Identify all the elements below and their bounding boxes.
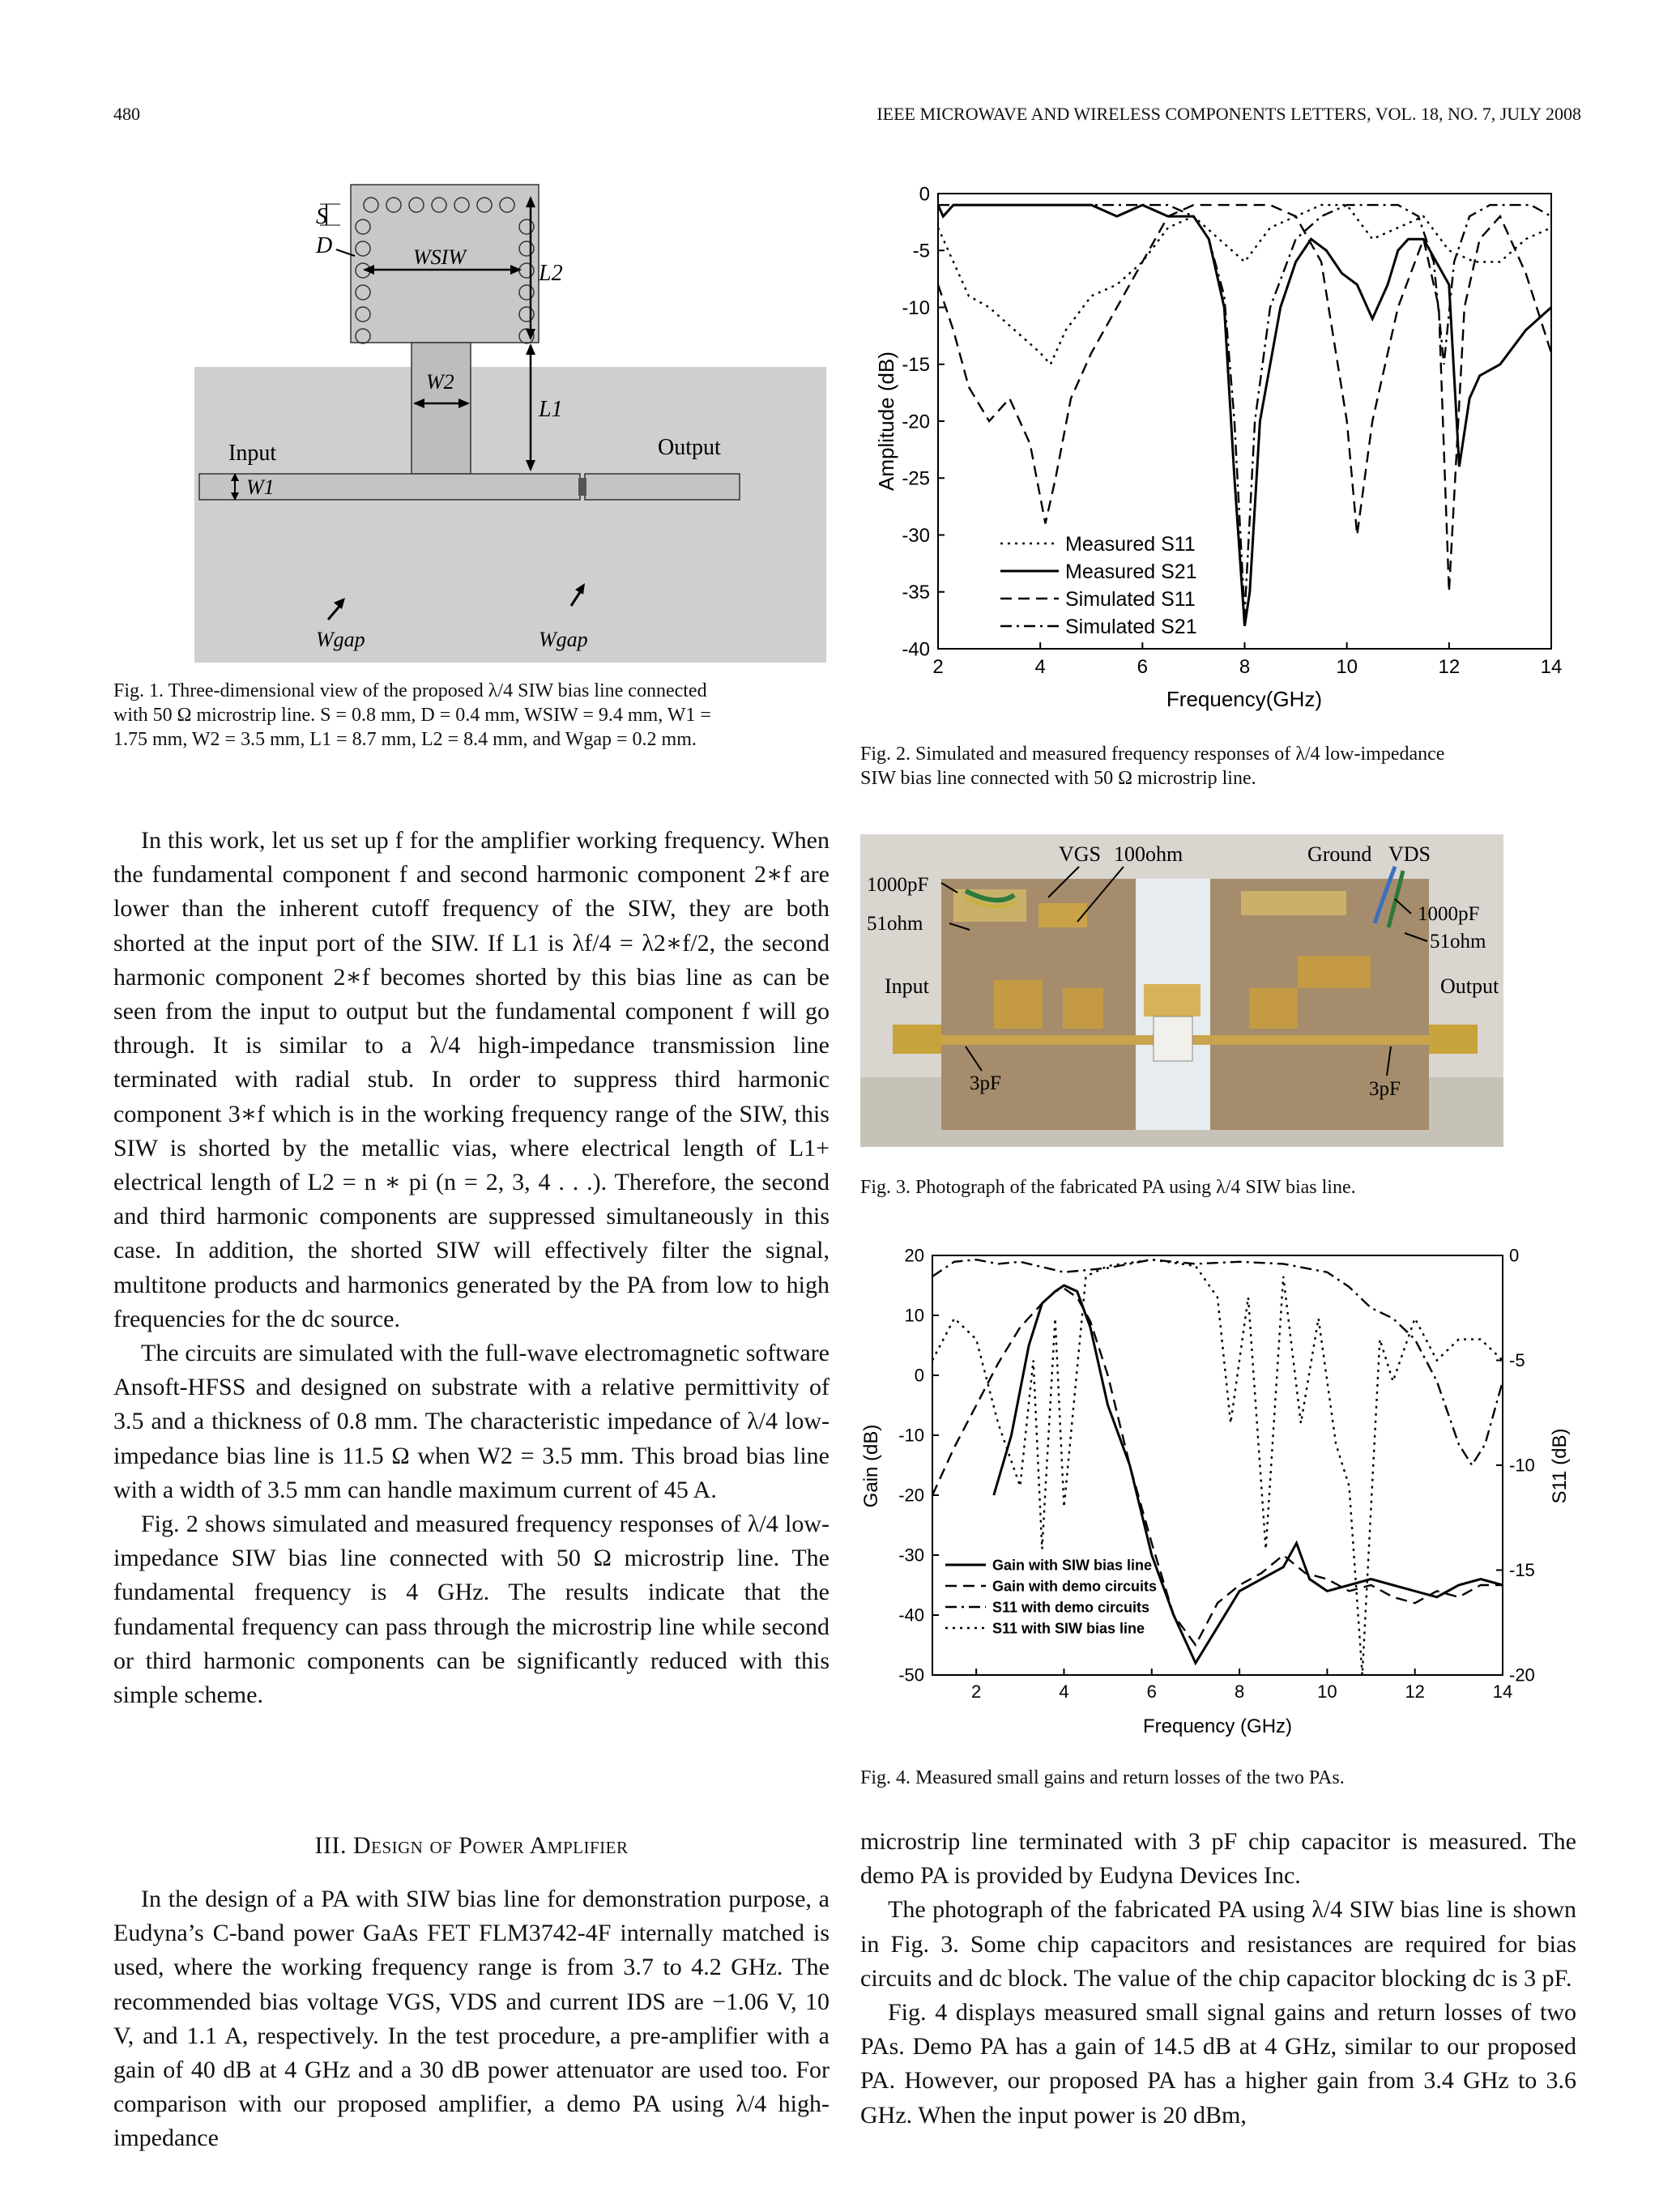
y-tick-label: -50 [898, 1664, 924, 1686]
fig1-caption [113, 679, 828, 752]
fig3-label-output: Output [1440, 974, 1499, 998]
y2-tick-label: -15 [1509, 1560, 1535, 1581]
fig1-label-wsiw: WSIW [413, 245, 466, 269]
right-column [860, 1825, 1576, 2133]
fig3-label-1000pf-right: 1000pF [1418, 903, 1480, 925]
w2-line [412, 343, 471, 474]
x-tick-label: 2 [971, 1681, 982, 1702]
fig4-ylabel: Gain (dB) [860, 1424, 882, 1508]
output-microstrip [585, 474, 740, 500]
x-tick-label: 4 [1059, 1681, 1069, 1702]
y-tick-label: -25 [902, 467, 930, 490]
x-tick-label: 12 [1438, 656, 1461, 678]
fig2-caption-line-1: Fig. 2. Simulated and measured frequency responses of λ/4 low-impedance [860, 744, 1445, 765]
fig1-label-wgap1: Wgap [316, 628, 365, 651]
y-tick-label: -20 [902, 411, 930, 433]
fig4-y2label: S11 (dB) [1549, 1428, 1571, 1504]
right-paragraph-1: microstrip line terminated with 3 pF chip capacitor is measured. The demo PA is provided by Eudyna Devices Inc. [860, 1828, 1576, 1890]
x-tick-label: 2 [932, 656, 944, 678]
y-tick-label: 10 [904, 1305, 924, 1326]
y-tick-label: -40 [902, 638, 930, 661]
input-sma [893, 1025, 941, 1054]
fig1-caption-line-3: 1.75 mm, W2 = 3.5 mm, L1 = 8.7 mm, L2 = 8.4 mm, and Wgap = 0.2 mm. [113, 729, 697, 750]
left-paragraph-2: The circuits are simulated with the full-wave electromagnetic software Ansoft-HFSS and designed on substrate with a relative permittivity of 3.5 and a thickness of 0.8 mm. The characteristic impedance of λ/4 low-impedance bias line is 11.5 Ω when W2 = 3.5 mm. This broad bias line with a width of 3.5 mm can handle maximum current of 45 A. [113, 1340, 830, 1503]
y-tick-label: -15 [902, 354, 930, 377]
fig3-label-3pf-right: 3pF [1369, 1078, 1401, 1100]
x-tick-label: 12 [1405, 1681, 1425, 1702]
fig1-diagram [194, 185, 826, 663]
fig4-caption: Fig. 4. Measured small gains and return losses of the two PAs. [860, 1767, 1345, 1788]
fig1-label-w1: W1 [246, 475, 275, 499]
fig2-chart [855, 183, 1563, 719]
fig3-label-51ohm-right: 51ohm [1430, 931, 1486, 953]
legend-entry: Simulated S11 [1065, 587, 1196, 611]
legend-entry: Measured S21 [1065, 560, 1197, 583]
fig1-label-d: D [316, 233, 333, 258]
left-column [113, 824, 830, 1712]
legend-entry: Simulated S21 [1065, 615, 1197, 638]
fig3-label-vds: VDS [1388, 842, 1431, 866]
gap-capacitor [578, 478, 586, 496]
y-tick-label: -30 [902, 524, 930, 547]
fig3-label-51ohm-left: 51ohm [867, 913, 923, 935]
fig3-label-100ohm: 100ohm [1114, 842, 1183, 866]
x-tick-label: 6 [1137, 656, 1149, 678]
section-title: III. Design of Power Amplifier [314, 1832, 629, 1859]
substrate-ground [194, 367, 826, 663]
y2-tick-label: -20 [1509, 1664, 1535, 1686]
fig2-plot-frame [938, 194, 1551, 649]
page-number: 480 [113, 104, 140, 124]
fig3-label-input: Input [885, 974, 929, 998]
fig1-caption-line-1: Fig. 1. Three-dimensional view of the proposed λ/4 SIW bias line connected [113, 680, 707, 701]
fig3-photo [860, 834, 1503, 1147]
fig2-caption-line-2: SIW bias line connected with 50 Ω microstrip line. [860, 768, 1256, 789]
fig1-caption-line-2: with 50 Ω microstrip line. S = 0.8 mm, D = 0.4 mm, WSIW = 9.4 mm, W1 = [113, 705, 711, 726]
y2-tick-label: -5 [1509, 1350, 1525, 1371]
x-tick-label: 8 [1234, 1681, 1245, 1702]
legend-entry: S11 with demo circuits [992, 1599, 1150, 1616]
left-column-2 [113, 1882, 830, 2156]
y-tick-label: 0 [914, 1365, 924, 1386]
fet-device [1154, 1016, 1192, 1061]
x-tick-label: 10 [1317, 1681, 1337, 1702]
y-tick-label: 20 [904, 1245, 924, 1266]
journal-header: IEEE MICROWAVE AND WIRELESS COMPONENTS LETTERS, VOL. 18, NO. 7, JULY 2008 [876, 104, 1581, 124]
y-tick-label: -30 [898, 1545, 924, 1566]
fig1-label-s: S [316, 204, 327, 229]
fig1-label-output: Output [658, 435, 721, 460]
y-tick-label: -35 [902, 582, 930, 604]
left-paragraph-1: In this work, let us set up f for the amplifier working frequency. When the fundamental component f and second harmonic component 2∗f are lower than the inherent cutoff frequency of the SIW, they are both shorted at the input port of the SIW. If L1 is λf/4 = λ2∗f/2, the second harmonic component 2∗f becomes shorted by this bias line as can be seen from the input to output but the fundamental component f will go through. It is similar to a λ/4 high-impedance transmission line terminated with radial stub. In order to suppress third harmonic component 3∗f which is in the working frequency range of the SIW, this SIW is shorted by the metallic vias, where electrical length of L1+ electrical length of L2 = n ∗ pi (n = 2, 3, 4 . . .). Therefore, the second and third harmonic components are suppressed simultaneously in this case. In addition, the shorted SIW will effectively filter the signal, multitone products and harmonics generated by the PA from low to high frequencies for the dc source. [113, 827, 830, 1332]
x-tick-label: 4 [1034, 656, 1046, 678]
legend-entry: S11 with SIW bias line [992, 1620, 1145, 1637]
fig2-ylabel: Amplitude (dB) [874, 352, 898, 491]
legend-entry: Gain with SIW bias line [992, 1557, 1153, 1574]
fig2-caption [860, 742, 1576, 791]
x-tick-label: 10 [1336, 656, 1358, 678]
output-sma [1429, 1025, 1478, 1054]
fig3-label-vgs: VGS [1059, 842, 1102, 866]
legend-entry: Measured S11 [1065, 532, 1196, 556]
y-tick-label: -40 [898, 1605, 924, 1626]
fig2-xlabel: Frequency(GHz) [1166, 687, 1323, 711]
y2-tick-label: -10 [1509, 1455, 1535, 1476]
y-tick-label: -5 [912, 240, 930, 262]
left-paragraph-4: In the design of a PA with SIW bias line for demonstration purpose, a Eudyna’s C-band power GaAs FET FLM3742-4F internally matched is used, where the working frequency range is from 3.7 to 4.2 GHz. The recommended bias voltage VGS, VDS and current IDS are −1.06 V, 10 V, and 1.1 A, respectively. In the test procedure, a pre-amplifier with a gain of 40 dB at 4 GHz and a 30 dB power attenuator are used too. For comparison with our proposed amplifier, a demo PA using λ/4 high-impedance [113, 1886, 830, 2152]
x-tick-label: 14 [1492, 1681, 1513, 1702]
left-paragraph-3: Fig. 2 shows simulated and measured frequency responses of λ/4 low-impedance SIW bias line connected with 50 Ω microstrip line. The fundamental frequency is 4 GHz. The results indicate that the fundamental frequency can pass through the microstrip line while second or third harmonic components can be significantly reduced with this simple scheme. [113, 1511, 830, 1709]
fig1-label-input: Input [228, 441, 277, 466]
fig3-label-1000pf-left: 1000pF [867, 874, 929, 896]
right-paragraph-2: The photograph of the fabricated PA using λ/4 SIW bias line is shown in Fig. 3. Some chip capacitors and resistances are required for bias circuits and dc block. The value of the chip capacitor blocking dc is 3 pF. [860, 1896, 1576, 1992]
fig4-chart [855, 1244, 1584, 1746]
fig3-label-ground: Ground [1307, 842, 1372, 866]
fig1-label-l1: L1 [539, 397, 563, 422]
y-tick-label: -10 [902, 296, 930, 319]
x-tick-label: 8 [1239, 656, 1251, 678]
fig4-xlabel: Frequency (GHz) [1142, 1715, 1293, 1737]
legend-entry: Gain with demo circuits [992, 1578, 1158, 1595]
x-tick-label: 6 [1146, 1681, 1157, 1702]
fig1-label-w2: W2 [426, 370, 454, 394]
y-tick-label: -10 [898, 1425, 924, 1446]
y-tick-label: -20 [898, 1485, 924, 1506]
y2-tick-label: 0 [1509, 1245, 1520, 1266]
fig3-label-3pf-left: 3pF [970, 1072, 1001, 1094]
fig1-label-l2: L2 [539, 261, 563, 286]
fig1-label-wgap2: Wgap [539, 628, 588, 651]
right-paragraph-3: Fig. 4 displays measured small signal gains and return losses of two PAs. Demo PA has a gain of 14.5 dB at 4 GHz, similar to our proposed PA. However, our proposed PA has a higher gain from 3.4 GHz to 3.6 GHz. When the input power is 20 dBm, [860, 1999, 1576, 2129]
fig3-caption: Fig. 3. Photograph of the fabricated PA using λ/4 SIW bias line. [860, 1177, 1356, 1198]
x-tick-label: 14 [1540, 656, 1563, 678]
y-tick-label: 0 [919, 183, 930, 206]
